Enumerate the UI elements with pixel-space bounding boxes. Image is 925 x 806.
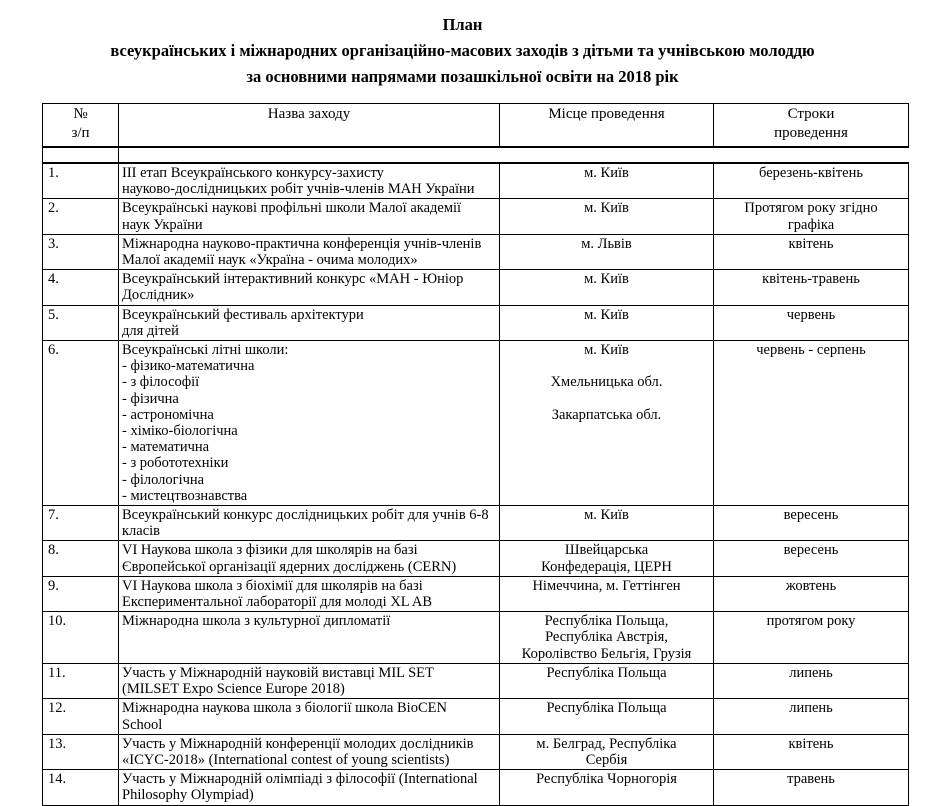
cell-line: Строки xyxy=(787,106,835,122)
cell-line: ІІІ етап Всеукраїнського конкурсу-захисту xyxy=(122,165,384,181)
cell-num: 11. xyxy=(43,663,119,698)
cell-line: Міжнародна науково-практична конференція учнів-членів xyxy=(122,235,482,252)
spacer-cell xyxy=(714,147,909,163)
cell-place xyxy=(500,576,714,611)
cell-line: - філологічна xyxy=(122,471,205,488)
cell-line: Хмельницька обл. xyxy=(550,374,663,391)
cell-line: Республіка Польща xyxy=(546,700,667,717)
column-header-name xyxy=(119,104,500,148)
cell-line: - фізична xyxy=(122,390,179,407)
cell-event-name xyxy=(119,770,500,805)
cell-line: Місце проведення xyxy=(548,106,665,122)
cell-line: Участь у Міжнародній олімпіаді з філософії (International xyxy=(122,771,478,788)
events-table xyxy=(42,103,909,806)
cell-line: «ICYC-2018» (International contest of young scientists) xyxy=(122,751,450,768)
cell-line: м. Київ xyxy=(584,165,629,181)
cell-line: червень - серпень xyxy=(756,342,866,359)
cell-line: Республіка Чорногорія xyxy=(536,771,677,788)
cell-line: м. Київ xyxy=(584,271,629,288)
cell-line: - з філософії xyxy=(122,374,200,391)
table-row xyxy=(43,199,909,234)
cell-line: для дітей xyxy=(122,322,179,339)
column-header-num xyxy=(43,104,119,148)
spacer-cell xyxy=(119,147,500,163)
table-row xyxy=(43,770,909,805)
table-row xyxy=(43,699,909,734)
cell-line: м. Київ xyxy=(584,200,629,217)
cell-terms xyxy=(714,699,909,734)
table-row xyxy=(43,163,909,199)
table-row xyxy=(43,576,909,611)
cell-num: 4. xyxy=(43,270,119,305)
cell-line: Назва заходу xyxy=(267,106,351,122)
cell-line: - математична xyxy=(122,439,210,456)
cell-num: 5. xyxy=(43,305,119,340)
table-row xyxy=(43,305,909,340)
cell-line: Експериментальної лабораторії для молоді XL AB xyxy=(122,594,433,611)
document-title xyxy=(0,0,925,90)
title-line-3: за основними напрямами позашкільної освіти на 2018 рік xyxy=(246,67,679,86)
cell-event-name xyxy=(119,541,500,576)
cell-line: вересень xyxy=(783,507,839,524)
spacer-row xyxy=(43,147,909,163)
table-row xyxy=(43,270,909,305)
cell-terms xyxy=(714,663,909,698)
cell-line: VI Наукова школа з фізики для школярів на базі xyxy=(122,542,418,559)
cell-line: - фізико-математична xyxy=(122,358,255,375)
cell-line: Philosophy Olympiad) xyxy=(122,787,254,804)
cell-place xyxy=(500,663,714,698)
cell-line: м. Київ xyxy=(584,507,629,524)
cell-line: Республіка Австрія, xyxy=(545,629,668,646)
cell-line: Республіка Польща xyxy=(546,664,667,681)
cell-line: Всеукраїнські літні школи: xyxy=(122,342,289,359)
cell-terms xyxy=(714,305,909,340)
cell-num: 8. xyxy=(43,541,119,576)
cell-event-name xyxy=(119,341,500,506)
cell-place xyxy=(500,270,714,305)
cell-num: 12. xyxy=(43,699,119,734)
cell-event-name xyxy=(119,576,500,611)
cell-num: 3. xyxy=(43,234,119,269)
cell-line: графіка xyxy=(787,216,835,233)
cell-line: м. Київ xyxy=(584,342,629,359)
cell-line: Всеукраїнський інтерактивний конкурс «МАН - Юніор xyxy=(122,271,464,288)
cell-line: липень xyxy=(789,664,833,681)
cell-line: жовтень xyxy=(785,577,837,594)
cell-line: березень-квітень xyxy=(759,165,863,181)
cell-line: м. Львів xyxy=(581,235,632,252)
cell-line: - з робототехніки xyxy=(122,455,229,472)
cell-line: наук України xyxy=(122,216,203,233)
cell-event-name xyxy=(119,734,500,769)
cell-line: червень xyxy=(786,306,836,323)
cell-line: Малої академії наук «Україна - очима молодих» xyxy=(122,252,418,269)
cell-terms xyxy=(714,341,909,506)
cell-line: VI Наукова школа з біохімії для школярів на базі xyxy=(122,577,423,594)
cell-num: 9. xyxy=(43,576,119,611)
cell-num: 13. xyxy=(43,734,119,769)
spacer-cell xyxy=(43,147,119,163)
cell-num: 2. xyxy=(43,199,119,234)
table-header xyxy=(43,104,909,164)
cell-place xyxy=(500,699,714,734)
cell-num: 10. xyxy=(43,612,119,664)
table-row xyxy=(43,506,909,541)
cell-line: з/п xyxy=(71,125,90,141)
spacer-cell xyxy=(500,147,714,163)
cell-line: Конфедерація, ЦЕРН xyxy=(541,558,672,575)
table-row xyxy=(43,541,909,576)
cell-line: Німеччина, м. Геттінген xyxy=(532,577,681,594)
cell-terms xyxy=(714,770,909,805)
cell-event-name xyxy=(119,270,500,305)
cell-line: проведення xyxy=(774,125,848,141)
cell-line: № xyxy=(73,106,88,122)
cell-num: 7. xyxy=(43,506,119,541)
cell-line: Участь у Міжнародній конференції молодих дослідників xyxy=(122,735,474,752)
cell-place xyxy=(500,234,714,269)
table-body xyxy=(43,163,909,805)
table-row xyxy=(43,234,909,269)
cell-line: м. Київ xyxy=(584,306,629,323)
cell-place xyxy=(500,341,714,506)
cell-terms xyxy=(714,541,909,576)
table-row xyxy=(43,663,909,698)
cell-terms xyxy=(714,270,909,305)
cell-line: Королівство Бельгія, Грузія xyxy=(521,645,692,662)
cell-line: квітень xyxy=(788,735,834,752)
cell-line: квітень-травень xyxy=(762,271,860,288)
cell-event-name xyxy=(119,234,500,269)
cell-place xyxy=(500,199,714,234)
cell-terms xyxy=(714,506,909,541)
cell-line: м. Белград, Республіка xyxy=(536,735,677,752)
cell-line xyxy=(503,391,710,407)
cell-line: (MILSET Expo Science Europe 2018) xyxy=(122,681,345,698)
cell-terms xyxy=(714,612,909,664)
cell-event-name xyxy=(119,612,500,664)
cell-place xyxy=(500,305,714,340)
cell-line: Участь у Міжнародній науковій виставці MIL SET xyxy=(122,664,434,681)
cell-line: Республіка Польща, xyxy=(544,613,669,630)
cell-line: Європейської організації ядерних досліджень (CERN) xyxy=(122,558,457,575)
header-row xyxy=(43,104,909,148)
cell-num: 14. xyxy=(43,770,119,805)
title-line-2: всеукраїнських і міжнародних організаційно-масових заходів з дітьми та учнівською молоддю xyxy=(110,41,815,60)
cell-line: Дослідник» xyxy=(122,287,195,304)
cell-event-name xyxy=(119,199,500,234)
cell-line: вересень xyxy=(783,542,839,559)
column-header-place xyxy=(500,104,714,148)
cell-terms xyxy=(714,163,909,199)
cell-line xyxy=(503,358,710,374)
cell-line: класів xyxy=(122,523,161,540)
cell-place xyxy=(500,770,714,805)
table-row xyxy=(43,734,909,769)
cell-line: Всеукраїнський конкурс дослідницьких робіт для учнів 6-8 xyxy=(122,507,489,524)
cell-line: - астрономічна xyxy=(122,406,214,423)
table-row xyxy=(43,341,909,506)
column-header-terms xyxy=(714,104,909,148)
cell-place xyxy=(500,541,714,576)
cell-line: Протягом року згідно xyxy=(744,200,878,217)
cell-line: Швейцарська xyxy=(564,542,649,559)
cell-line: науково-дослідницьких робіт учнів-членів МАН України xyxy=(122,181,475,198)
cell-terms xyxy=(714,234,909,269)
cell-place xyxy=(500,734,714,769)
cell-line: Закарпатська обл. xyxy=(551,406,662,423)
cell-line: квітень xyxy=(788,235,834,252)
cell-line: Всеукраїнські наукові профільні школи Малої академії xyxy=(122,200,462,217)
cell-terms xyxy=(714,734,909,769)
cell-terms xyxy=(714,199,909,234)
cell-line: Міжнародна школа з культурної дипломатії xyxy=(122,613,391,630)
cell-line: - мистецтвознавства xyxy=(122,487,248,504)
cell-event-name xyxy=(119,305,500,340)
cell-line: School xyxy=(122,716,163,733)
cell-event-name xyxy=(119,506,500,541)
cell-place xyxy=(500,506,714,541)
cell-line: Міжнародна наукова школа з біології школа BioCEN xyxy=(122,700,447,717)
cell-line: протягом року xyxy=(766,613,856,630)
cell-num: 1. xyxy=(43,163,119,199)
cell-line: Сербія xyxy=(585,751,628,768)
cell-line: липень xyxy=(789,700,833,717)
title-line-1: План xyxy=(442,15,483,34)
cell-place xyxy=(500,163,714,199)
cell-event-name xyxy=(119,699,500,734)
table-row xyxy=(43,612,909,664)
cell-terms xyxy=(714,576,909,611)
cell-place xyxy=(500,612,714,664)
cell-event-name xyxy=(119,163,500,199)
cell-event-name xyxy=(119,663,500,698)
cell-num: 6. xyxy=(43,341,119,506)
cell-line: - хіміко-біологічна xyxy=(122,423,238,440)
cell-line: Всеукраїнський фестиваль архітектури xyxy=(122,306,364,323)
cell-line: травень xyxy=(787,771,835,788)
